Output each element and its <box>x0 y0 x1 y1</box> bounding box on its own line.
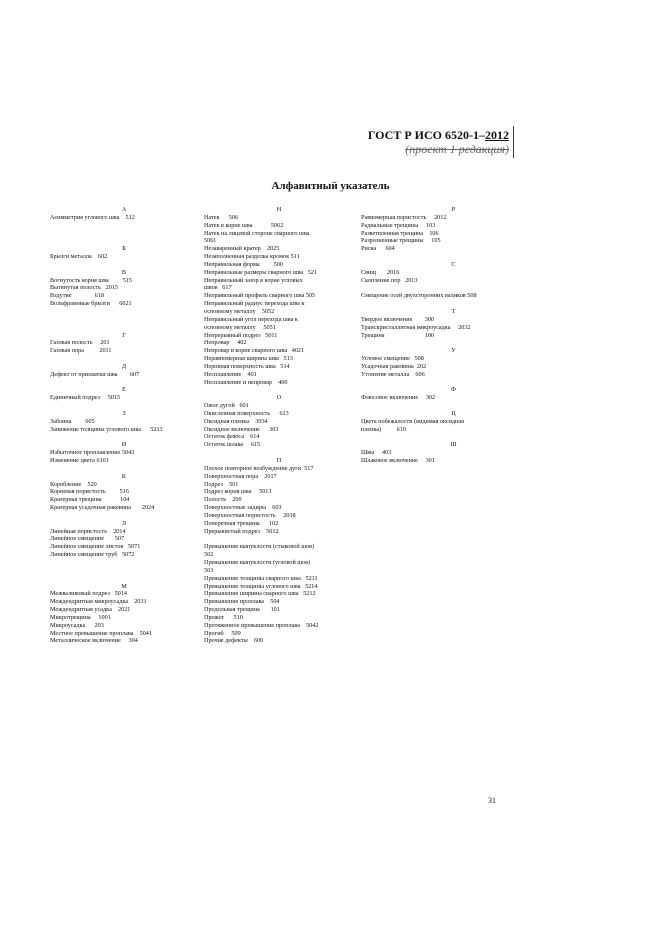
index-entry: Неправильный угол перехода шва к <box>204 315 298 323</box>
index-letter: Е <box>122 386 126 394</box>
index-entry: 502 <box>204 551 214 559</box>
index-entry: Коробление 520 <box>50 480 97 488</box>
index-entry: Межваликовый подрез 5014 <box>50 590 127 598</box>
spacer <box>50 230 198 238</box>
index-entry: пленка) 610 <box>361 425 406 433</box>
spacer <box>361 402 546 410</box>
index-entry: Междендритная микроусадка 2031 <box>50 598 147 606</box>
index-entry: Превышение выпуклости (стыковой шов) <box>204 543 315 551</box>
index-letter: Ц <box>451 409 456 417</box>
index-entry: Незаваренный кратер 2025 <box>204 245 280 253</box>
spacer <box>50 433 198 441</box>
index-entry: Твердое включение 300 <box>361 315 435 323</box>
index-letter: К <box>121 472 127 480</box>
index-entry: Неправильная форма 500 <box>204 260 283 268</box>
spacer <box>361 300 546 308</box>
index-entry: швов 617 <box>204 284 232 292</box>
index-entry: Транскристаллитная микроусадка 2032 <box>361 323 471 331</box>
index-entry: Усадочная раковина 202 <box>361 362 427 370</box>
index-entry: Линейная пористость 2014 <box>50 527 126 535</box>
index-entry: Превышение ширины сварного шва 5212 <box>204 590 316 598</box>
spacer <box>204 449 354 457</box>
page-title: Алфавитный указатель <box>271 180 390 192</box>
index-entry: Неправильный зазор в корне угловых <box>204 276 303 284</box>
index-entry: Утонение металла 606 <box>361 370 425 378</box>
page-number: 31 <box>488 796 496 805</box>
index-column-1 <box>50 206 198 645</box>
index-entry: Разрозненные трещины 105 <box>361 237 441 245</box>
index-column-2 <box>204 206 354 645</box>
index-entry: Флюсовое включение 302 <box>361 394 436 402</box>
index-entry: Шлаковое включение 301 <box>361 457 435 464</box>
spacer <box>50 575 198 583</box>
index-entry: Газовая пора 2011 <box>50 347 112 355</box>
standard-code: ГОСТ Р ИСО 6520-1– <box>367 128 485 142</box>
index-entry: Неравномерная ширина шва 513 <box>204 355 293 363</box>
index-entry: Окисленная поверхность 613 <box>204 409 289 417</box>
index-entry: Скопление пор 2013 <box>361 276 418 284</box>
index-entry: Остаток шлака 615 <box>204 441 261 449</box>
index-entry: Микротрещина 1001 <box>50 613 111 621</box>
standard-designation <box>368 128 509 142</box>
index-entry: Угловое смещение 508 <box>361 355 424 363</box>
index-entry: Прерывистый подрез 5012 <box>204 527 279 535</box>
index-letter: Ш <box>450 441 457 449</box>
index-entry: Микроусадка 203 <box>50 621 104 629</box>
spacer <box>50 222 198 230</box>
spacer <box>50 355 198 363</box>
index-entry: Плохое повторное возбуждение дуги 517 <box>204 464 314 472</box>
index-letter: С <box>451 260 456 268</box>
index-entry: Прогиб 509 <box>204 629 241 637</box>
spacer <box>361 433 546 441</box>
index-entry: Швы 403 <box>361 449 392 457</box>
index-letter: Б <box>122 245 126 253</box>
index-entry: Оксидная пленка 3034 <box>204 417 268 425</box>
index-entry: Поверхностные задиры 603 <box>204 504 282 512</box>
document-header <box>368 128 509 156</box>
index-letter: З <box>122 409 126 417</box>
spacer <box>204 386 354 394</box>
index-entry: Поверхностная пора 2017 <box>204 472 277 480</box>
index-entry: Цвета побежалости (видимая оксидная <box>361 417 464 425</box>
index-entry: Несплавление 401 <box>204 370 257 378</box>
spacer <box>361 253 546 261</box>
index-entry: Равномерная пористость 2012 <box>361 213 447 221</box>
index-entry: Вздутие 618 <box>50 292 104 300</box>
index-entry: Линейное смещение 507 <box>50 535 125 543</box>
index-entry: Радиальные трещины 103 <box>361 221 436 229</box>
index-entry: Ожог дугой 601 <box>204 402 249 410</box>
spacer <box>50 324 198 332</box>
index-entry: Неровная поверхность шва 514 <box>204 362 290 370</box>
index-entry: Вытянутая полость 2015 <box>50 284 119 292</box>
index-entry: Неправильный радиус перехода шва к <box>204 300 305 308</box>
index-entry: Асимметрия углового шва 512 <box>50 213 135 221</box>
spacer <box>50 559 198 567</box>
index-entry: Продольная трещина 101 <box>204 606 280 614</box>
index-entry: Кратерная усадочная раковина 2024 <box>50 504 155 512</box>
standard-year: 2012 <box>485 128 509 142</box>
index-entry: Неправильный профиль сварного шва 505 <box>204 292 316 300</box>
spacer <box>50 261 198 269</box>
index-entry: Местное превышение проплава 5041 <box>50 629 152 637</box>
index-entry: Линейное смещение труб 5072 <box>50 551 135 559</box>
index-letter: В <box>121 268 127 276</box>
index-entry: 5061 <box>204 237 217 245</box>
index-letter: Н <box>276 206 282 213</box>
index-entry: Непрерывный подрез 5011 <box>204 331 278 339</box>
index-entry: Свищ 2016 <box>361 268 400 276</box>
index-entry: Превышение толщины сварного шва 5211 <box>204 574 318 582</box>
index-entry: Забоина 605 <box>50 417 95 425</box>
spacer <box>50 379 198 387</box>
index-letter: М <box>121 582 127 590</box>
index-entry: Незаполненная разделка кромок 511 <box>204 253 300 261</box>
spacer <box>50 316 198 324</box>
index-entry: Подрез корня шва 5013 <box>204 488 272 496</box>
index-entry: Газовая полость 201 <box>50 339 110 347</box>
index-entry: Линейное смещение листов 5071 <box>50 543 141 551</box>
index-letter: Т <box>451 307 456 315</box>
index-entry: Остаток флюса 614 <box>204 433 260 441</box>
index-column-3 <box>361 206 546 465</box>
index-entry: Вольфрамовые брызги 6021 <box>50 300 132 308</box>
header-rule <box>513 126 514 158</box>
spacer <box>50 465 198 473</box>
index-entry: основному металлу 5052 <box>204 307 275 315</box>
index-entry: Прочие дефекты 600 <box>204 637 264 645</box>
index-entry: Избыточное проплавление 5043 <box>50 449 135 457</box>
spacer <box>204 535 354 543</box>
index-entry: Трещина 100 <box>361 331 435 339</box>
spacer <box>50 308 198 316</box>
index-letter: Л <box>121 519 127 527</box>
index-entry: Металлическое включение 304 <box>50 637 138 645</box>
index-entry: Непровар в корне сварного шва 4021 <box>204 347 305 355</box>
index-entry: 503 <box>204 566 214 574</box>
spacer <box>50 512 198 520</box>
index-entry: Протяженное превышение проплава 5042 <box>204 621 319 629</box>
index-entry: Натек на лицевой стороне сварного шва <box>204 229 310 237</box>
index-entry: Смещение осей двухсторонних валиков 508 <box>361 292 477 300</box>
spacer <box>361 339 546 347</box>
index-letter: П <box>276 457 282 464</box>
index-entry: Изменение цвета 6101 <box>50 457 109 464</box>
index-entry: Превышение проплава 504 <box>204 598 280 606</box>
index-letter: А <box>121 206 127 213</box>
index-entry: Непровар 402 <box>204 339 247 347</box>
index-letter: Ф <box>451 386 456 394</box>
spacer <box>50 402 198 410</box>
index-entry: Неправильные размеры сварного шва 521 <box>204 268 318 276</box>
index-entry: Подрез 501 <box>204 480 239 488</box>
index-entry: Брызги металла 602 <box>50 253 108 261</box>
index-entry: Риска 604 <box>361 245 395 253</box>
spacer <box>361 379 546 387</box>
draft-note: (проект 1 редакция) <box>405 142 509 156</box>
index-entry: Прожог 510 <box>204 613 243 621</box>
index-entry: Несплавление и непровар 400 <box>204 378 288 386</box>
index-entry: Полость 200 <box>204 496 242 504</box>
index-entry: Поверхностная пористость 2018 <box>204 511 296 519</box>
index-entry: Поперечная трещина 102 <box>204 519 279 527</box>
index-entry: Единичный подрез 5015 <box>50 394 121 402</box>
index-letter: У <box>451 347 456 355</box>
index-letter: Д <box>121 362 127 370</box>
index-entry: Превышение толщины углового шва 5214 <box>204 582 318 590</box>
index-letter: И <box>121 441 127 449</box>
index-entry: Оксидное включение 303 <box>204 425 279 433</box>
index-entry: Дефект от прихватки шва 607 <box>50 370 140 378</box>
index-entry: Натек в корне шва 5062 <box>204 221 284 229</box>
index-entry: Вогнутость корня шва 515 <box>50 276 132 284</box>
index-entry: Занижение толщины углового шва 5213 <box>50 425 163 433</box>
index-letter: Г <box>122 331 126 339</box>
index-entry: Превышение выпуклости (угловой шов) <box>204 558 311 566</box>
index-entry: Кратерная трещина 104 <box>50 496 130 504</box>
index-entry: основному металлу 5051 <box>204 323 276 331</box>
index-letter: О <box>276 394 282 402</box>
index-entry: Корневая пористость 516 <box>50 488 129 496</box>
index-entry: Натек 506 <box>204 213 239 221</box>
spacer <box>50 567 198 575</box>
index-letter: Р <box>451 206 456 213</box>
spacer <box>50 237 198 245</box>
index-entry: Разветвленная трещина 106 <box>361 229 439 237</box>
spacer <box>361 284 546 292</box>
index-entry: Междендритная усадка 2021 <box>50 606 131 614</box>
